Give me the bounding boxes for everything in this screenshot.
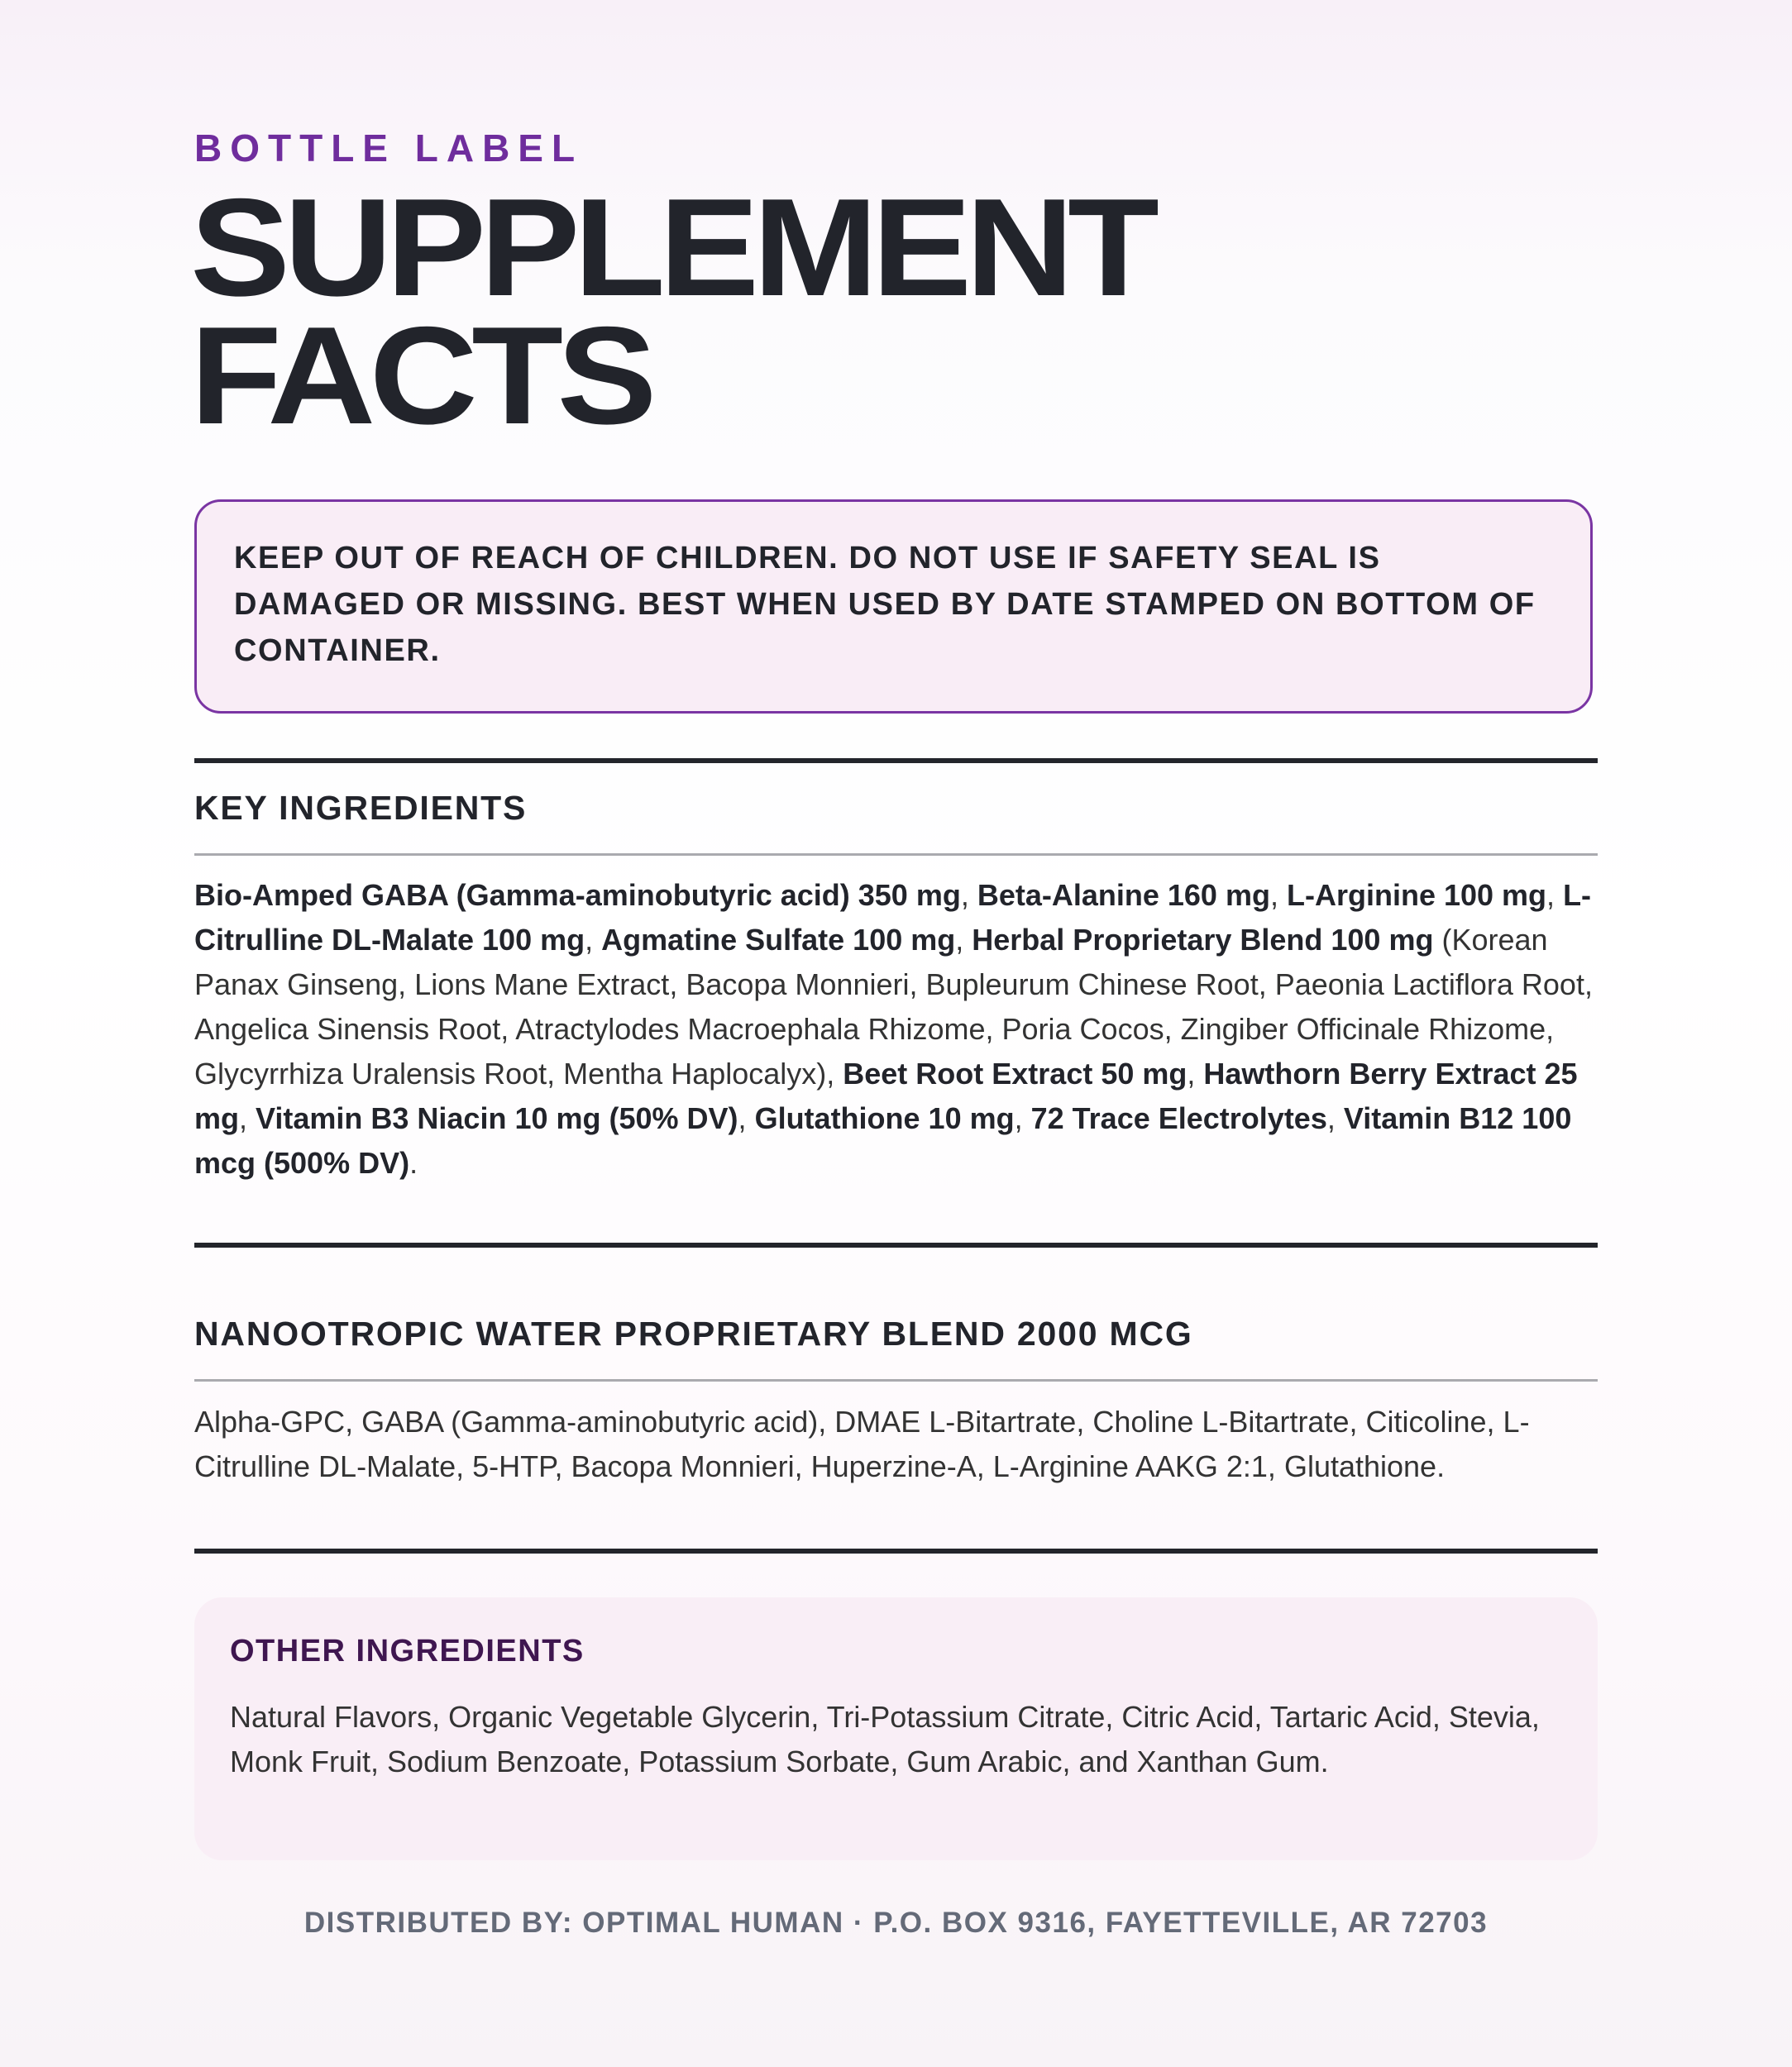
- distributor-footer: DISTRIBUTED BY: OPTIMAL HUMAN · P.O. BOX 9316, FAYETTEVILLE, AR 72703: [303, 1907, 1489, 1939]
- section-divider-middle: [194, 1243, 1598, 1248]
- key-ingredient-detail: ,: [955, 923, 972, 957]
- key-ingredient-name: Herbal Proprietary Blend 100 mg: [972, 923, 1434, 957]
- other-ingredients-text: Natural Flavors, Organic Vegetable Glycerin, Tri-Potassium Citrate, Citric Acid, Tartaric Acid, Stevia, Monk Fruit, Sodium Benzoate, Potassium Sorbate, Gum Arabic, and Xanthan Gum.: [230, 1700, 1540, 1778]
- key-ingredient-name: Bio-Amped GABA (Gamma-aminobutyric acid) 350 mg: [194, 878, 961, 912]
- key-ingredient-name: Beet Root Extract 50 mg: [843, 1057, 1187, 1091]
- other-ingredients-heading: OTHER INGREDIENTS: [230, 1634, 585, 1668]
- key-ingredient-detail: (Korean Panax Ginseng, Lions Mane Extract, Bacopa Monnieri, Bupleurum Chinese Root, Paeonia Lactiflora Root, Angelica Sinensis Root, Atractylodes Macroephala Rhizome, Poria Cocos, Zingiber Officinale Rhizome, Glycyrrhiza Uralensis Root, Mentha Haplocalyx),: [194, 923, 1593, 1091]
- section-divider-bottom: [194, 1549, 1598, 1554]
- nanootropic-blend-underline: [194, 1379, 1598, 1382]
- key-ingredients-heading: KEY INGREDIENTS: [194, 789, 528, 827]
- key-ingredient-detail: ,: [1326, 1101, 1344, 1135]
- safety-warning-text: KEEP OUT OF REACH OF CHILDREN. DO NOT USE IF SAFETY SEAL IS DAMAGED OR MISSING. BEST WHEN USED BY DATE STAMPED ON BOTTOM OF CONTAINER.: [234, 541, 1536, 668]
- key-ingredients-underline: [194, 853, 1598, 856]
- key-ingredient-detail: ,: [738, 1101, 755, 1135]
- nanootropic-blend-heading: NANOOTROPIC WATER PROPRIETARY BLEND 2000 MCG: [194, 1315, 1193, 1353]
- section-divider-top: [194, 758, 1598, 763]
- key-ingredient-name: Agmatine Sulfate 100 mg: [601, 923, 956, 957]
- page-title: [190, 169, 1154, 453]
- supplement-label: [190, 0, 1598, 2067]
- key-ingredients-list: [194, 873, 1598, 1186]
- key-ingredient-detail: ,: [1014, 1101, 1031, 1135]
- key-ingredient-detail: .: [409, 1146, 418, 1180]
- other-ingredients-panel: [194, 1597, 1598, 1860]
- key-ingredient-name: Vitamin B3 Niacin 10 mg (50% DV): [256, 1101, 738, 1135]
- key-ingredient-detail: ,: [239, 1101, 256, 1135]
- nanootropic-blend-ingredients: Alpha-GPC, GABA (Gamma-aminobutyric acid), DMAE L-Bitartrate, Choline L-Bitartrate, Citicoline, L-Citrulline DL-Malate, 5-HTP, Bacopa Monnieri, Huperzine-A, L-Arginine AAKG 2:1, Glutathione.: [194, 1405, 1530, 1483]
- key-ingredient-detail: ,: [1269, 878, 1287, 912]
- key-ingredient-name: Beta-Alanine 160 mg: [977, 878, 1270, 912]
- title-line-1: SUPPLEMENT: [190, 169, 1154, 325]
- title-line-2: FACTS: [190, 298, 651, 453]
- eyebrow-label: BOTTLE LABEL: [194, 127, 584, 169]
- key-ingredient-name: 72 Trace Electrolytes: [1030, 1101, 1327, 1135]
- key-ingredient-detail: ,: [585, 923, 602, 957]
- key-ingredient-name: L-Arginine 100 mg: [1286, 878, 1547, 912]
- key-ingredient-name: L-Citrulline DL-Malate 100 mg: [194, 878, 1592, 957]
- key-ingredient-detail: ,: [1187, 1057, 1204, 1091]
- key-ingredient-name: Hawthorn Berry Extract 25 mg: [194, 1057, 1578, 1135]
- key-ingredient-name: Vitamin B12 100 mcg (500% DV): [194, 1101, 1572, 1180]
- safety-warning-box: [194, 499, 1593, 714]
- key-ingredient-detail: ,: [1546, 878, 1564, 912]
- key-ingredient-name: Glutathione 10 mg: [754, 1101, 1015, 1135]
- key-ingredient-detail: ,: [960, 878, 977, 912]
